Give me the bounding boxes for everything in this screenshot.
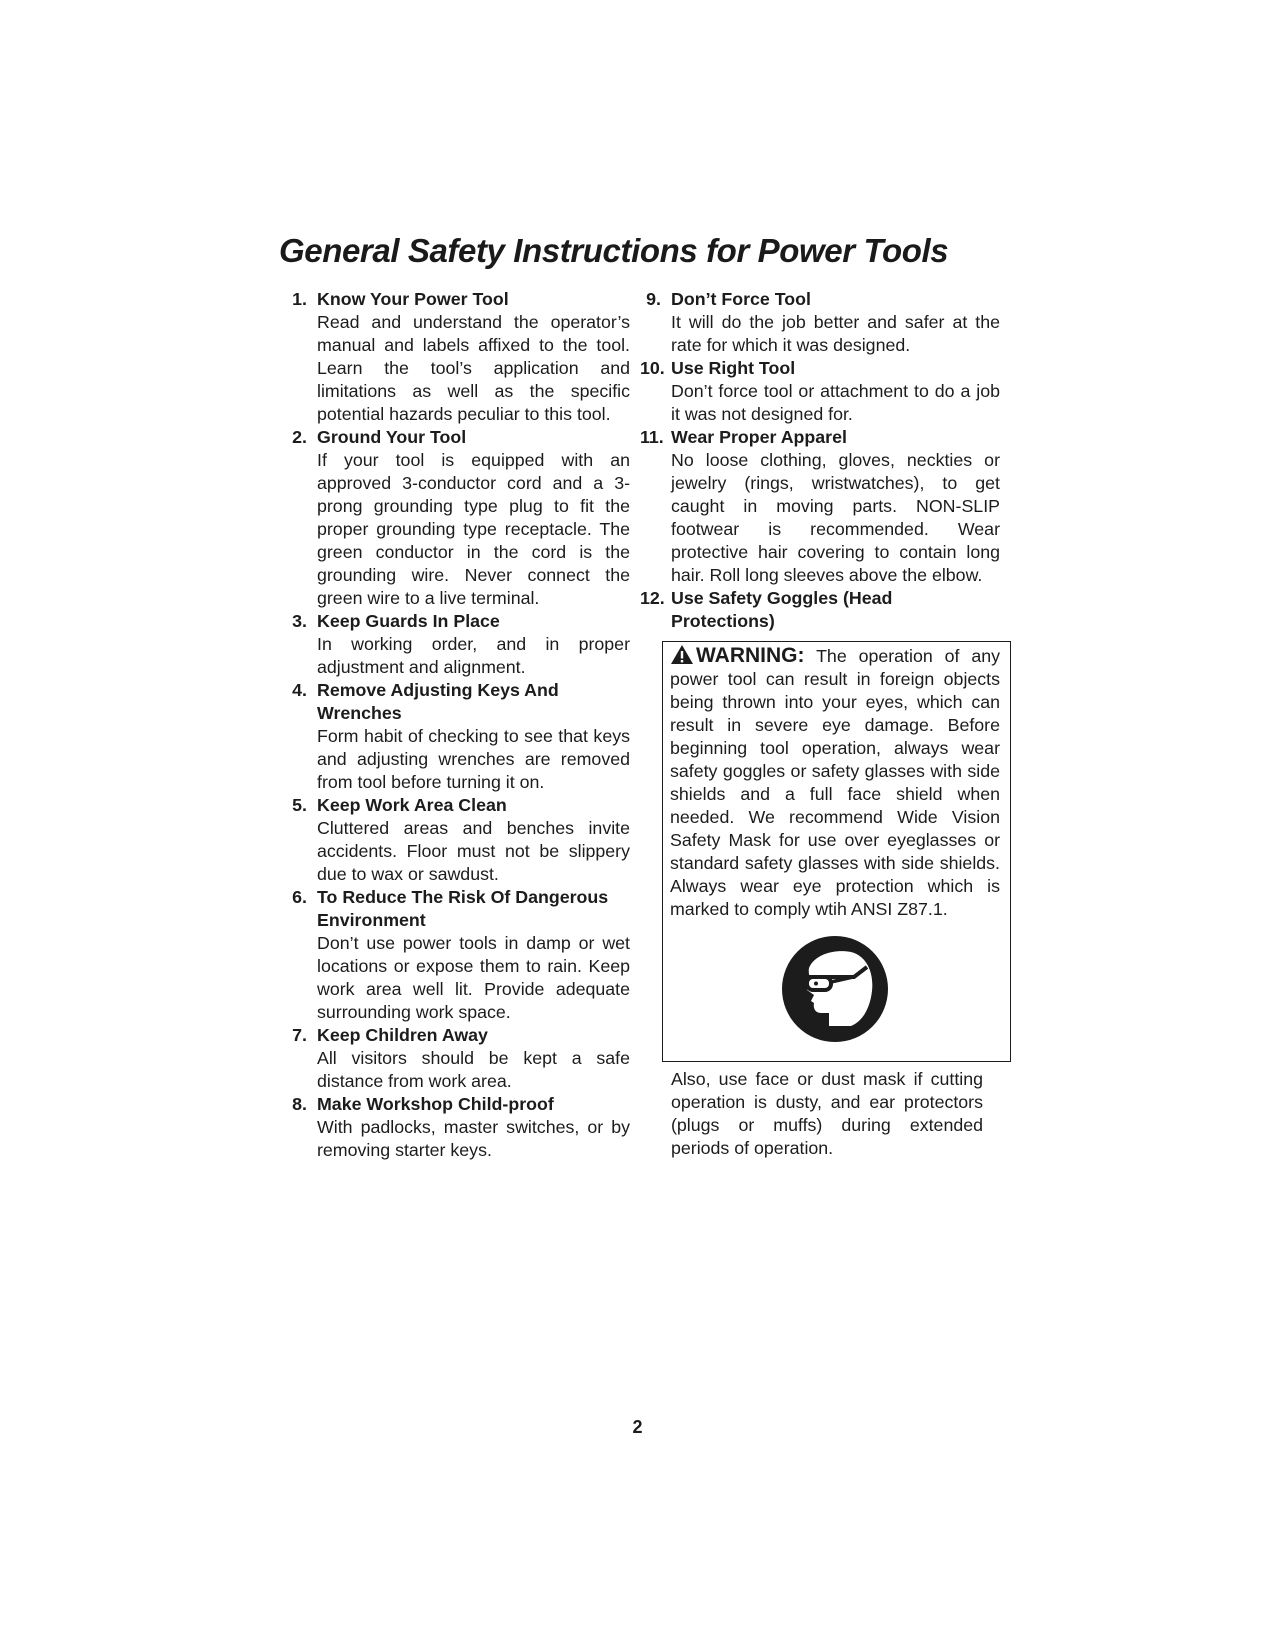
item-heading: Ground Your Tool — [317, 427, 467, 447]
safety-item — [640, 288, 1000, 357]
item-number: 8. — [292, 1094, 307, 1114]
item-heading: Use Safety Goggles (Head Protections) — [671, 588, 893, 631]
item-body: No loose clothing, gloves, neckties or jewelry (rings, wristwatches), to get caught in moving parts. NON-SLIP footwear is recommended. Wear protective hair covering to contain long hair. Roll long sleeves above the elbow. — [671, 450, 1000, 585]
safety-item — [286, 288, 630, 426]
warning-box — [662, 641, 1011, 1062]
item-body: If your tool is equipped with an approved 3-conductor cord and a 3-prong grounding type plug to fit the proper grounding type receptacle. The green conductor in the cord is the grounding wire. Never connect the green wire to a live terminal. — [317, 450, 630, 608]
item-body: Don’t force tool or attachment to do a job it was not designed for. — [671, 381, 1000, 424]
safety-goggles-icon — [781, 935, 889, 1043]
item-heading: Keep Guards In Place — [317, 611, 500, 631]
item-body: Cluttered areas and benches invite accidents. Floor must not be slippery due to wax or sawdust. — [317, 818, 630, 884]
item-heading: Remove Adjusting Keys And Wrenches — [317, 680, 559, 723]
warning-label: WARNING: — [696, 644, 805, 667]
left-column — [286, 288, 630, 1162]
item-number: 1. — [292, 289, 307, 309]
item-number: 12. — [640, 588, 665, 608]
safety-item — [286, 679, 630, 794]
item-number: 5. — [292, 795, 307, 815]
item-heading: To Reduce The Risk Of Dangerous Environment — [317, 887, 609, 930]
item-number: 4. — [292, 680, 307, 700]
item-body: All visitors should be kept a safe distance from work area. — [317, 1048, 630, 1091]
safety-item — [640, 426, 1000, 587]
item-body: With padlocks, master switches, or by removing starter keys. — [317, 1117, 630, 1160]
safety-item — [286, 886, 630, 1024]
item-heading: Make Workshop Child-proof — [317, 1094, 554, 1114]
page-title: General Safety Instructions for Power Tools — [279, 232, 949, 269]
after-warning-text: Also, use face or dust mask if cutting operation is dusty, and ear protectors (plugs or muffs) during extended periods of operation. — [671, 1069, 983, 1158]
item-heading: Know Your Power Tool — [317, 289, 509, 309]
item-number: 7. — [292, 1025, 307, 1045]
safety-item — [640, 587, 1000, 1160]
item-body: In working order, and in proper adjustment and alignment. — [317, 634, 630, 677]
item-heading: Use Right Tool — [671, 358, 796, 378]
page-number: 2 — [632, 1417, 643, 1437]
item-number: 10. — [640, 358, 665, 378]
safety-item — [286, 610, 630, 679]
item-number: 6. — [292, 887, 307, 907]
safety-item — [286, 794, 630, 886]
safety-item — [286, 1024, 630, 1093]
warning-triangle-icon — [670, 644, 694, 665]
item-body: Read and understand the operator’s manual and labels affixed to the tool. Learn the tool’s application and limitations as well as the specific potential hazards peculiar to this tool. — [317, 312, 630, 424]
item-number: 11. — [640, 427, 664, 447]
warning-text: The operation of any power tool can result in foreign objects being thrown into your eyes, which can result in severe eye damage. Before beginning tool operation, always wear safety goggles or safety glasses with side shields and a full face shield when needed. We recommend Wide Vision Safety Mask for use over eyeglasses or standard safety glasses with side shields. Always wear eye protection which is marked to comply wtih ANSI Z87.1. — [670, 646, 1000, 919]
safety-item — [286, 426, 630, 610]
safety-item — [640, 357, 1000, 426]
right-column — [640, 288, 1000, 1160]
item-heading: Don’t Force Tool — [671, 289, 811, 309]
item-body: It will do the job better and safer at the rate for which it was designed. — [671, 312, 1000, 355]
item-number: 9. — [646, 289, 661, 309]
item-heading: Wear Proper Apparel — [671, 427, 847, 447]
item-heading: Keep Children Away — [317, 1025, 488, 1045]
item-heading: Keep Work Area Clean — [317, 795, 507, 815]
safety-item — [286, 1093, 630, 1162]
item-body: Form habit of checking to see that keys and adjusting wrenches are removed from tool before turning it on. — [317, 726, 630, 792]
item-number: 3. — [292, 611, 307, 631]
item-number: 2. — [292, 427, 307, 447]
item-body: Don’t use power tools in damp or wet locations or expose them to rain. Keep work area well lit. Provide adequate surrounding work space. — [317, 933, 630, 1022]
